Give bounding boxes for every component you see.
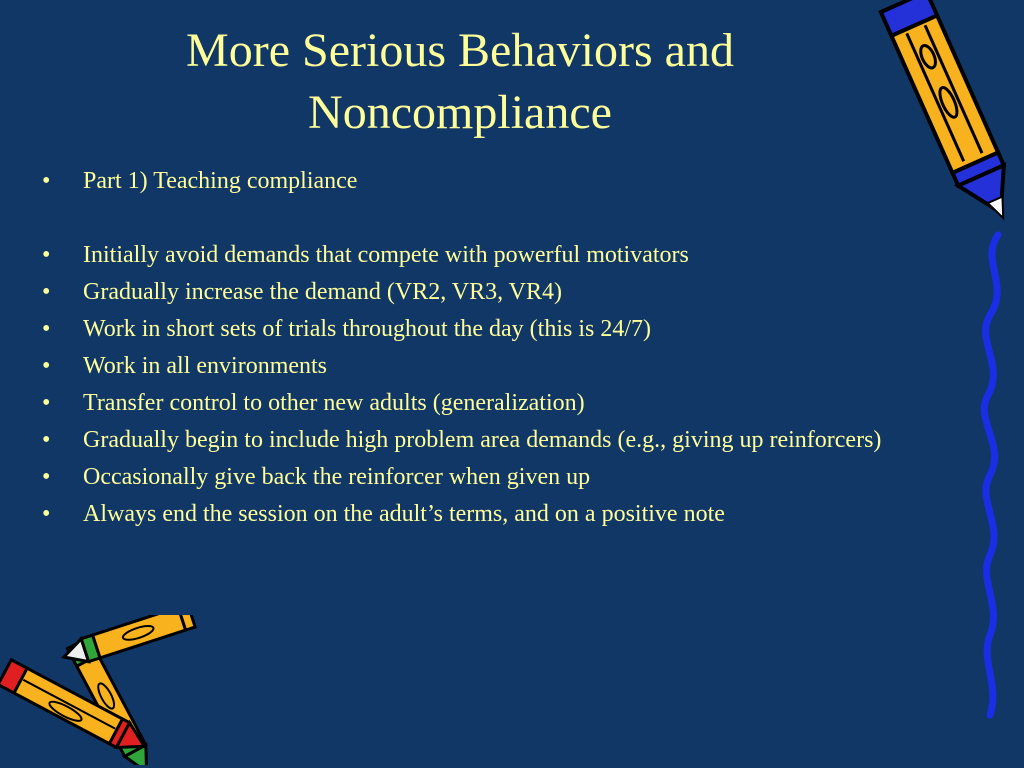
- title-line-2: Noncompliance: [308, 86, 612, 139]
- bullet-text: Transfer control to other new adults (generalization): [83, 390, 585, 416]
- slide-title: [110, 20, 810, 144]
- bullet-text: Occasionally give back the reinforcer when given up: [83, 464, 591, 490]
- list-item: [40, 277, 920, 308]
- list-item: [40, 425, 920, 456]
- list-item: [40, 462, 920, 493]
- list-item: [40, 314, 920, 345]
- crossed-pencils-icon: [0, 615, 210, 765]
- bullet-text: Gradually increase the demand (VR2, VR3, VR4): [83, 279, 563, 305]
- list-item: [40, 240, 920, 271]
- bullet-dot: •: [42, 279, 51, 305]
- bullet-dot: •: [42, 390, 51, 416]
- bullet-dot: •: [42, 242, 51, 268]
- bullet-text: Gradually begin to include high problem area demands (e.g., giving up reinforcers): [83, 427, 882, 453]
- bullet-dot: •: [42, 464, 51, 490]
- title-line-1: More Serious Behaviors and: [186, 24, 734, 77]
- bullet-dot: •: [42, 501, 51, 527]
- squiggle-line-icon: [960, 225, 1020, 725]
- pencil-icon: [845, 0, 1015, 250]
- bullet-list: [40, 166, 920, 536]
- list-item: [40, 499, 920, 530]
- bullet-text: Always end the session on the adult’s terms, and on a positive note: [83, 501, 725, 527]
- list-item: [40, 351, 920, 382]
- bullet-dot: •: [42, 353, 51, 379]
- bullet-dot: •: [42, 316, 51, 342]
- bullet-text: Initially avoid demands that compete with powerful motivators: [83, 242, 689, 268]
- bullet-text: Work in all environments: [83, 353, 328, 379]
- bullet-text: Part 1) Teaching compliance: [83, 168, 358, 194]
- list-item: [40, 166, 920, 197]
- bullet-dot: •: [42, 427, 51, 453]
- list-item: [40, 388, 920, 419]
- bullet-dot: •: [42, 168, 51, 194]
- bullet-text: Work in short sets of trials throughout the day (this is 24/7): [83, 316, 652, 342]
